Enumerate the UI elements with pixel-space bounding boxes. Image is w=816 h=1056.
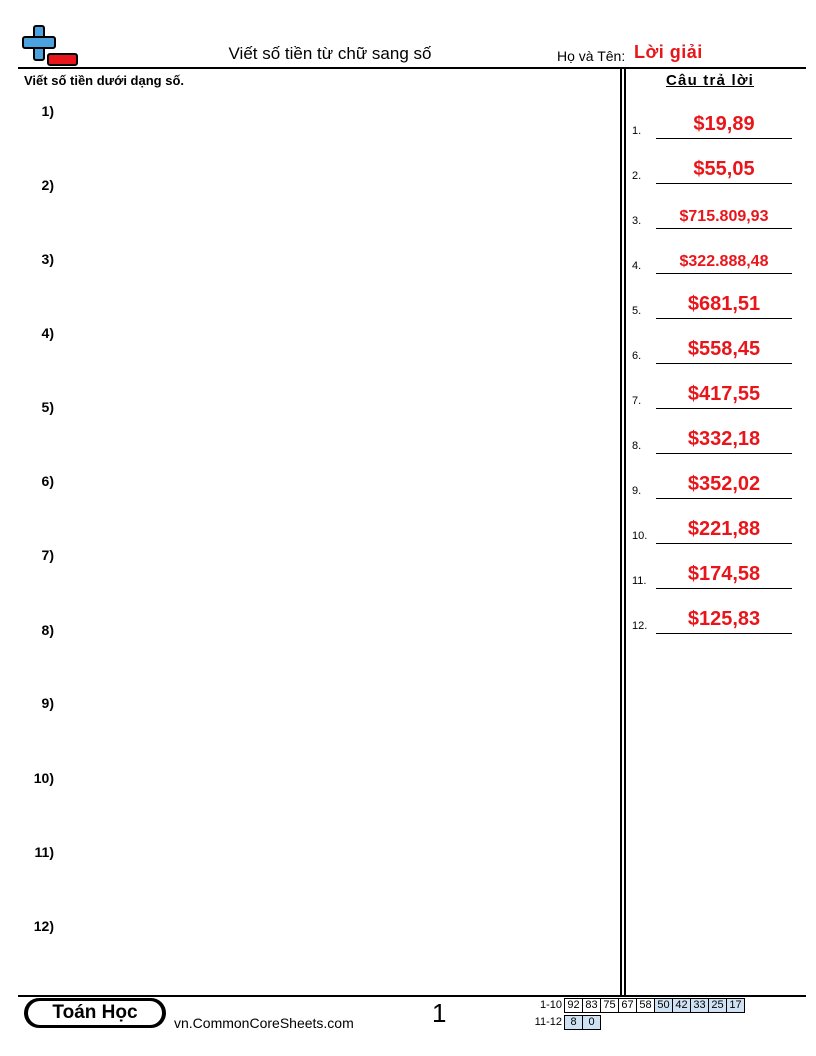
score-cell: 58 (637, 999, 655, 1013)
answer-value: $125,83 (687, 608, 761, 630)
answer-value: $558,45 (687, 338, 761, 360)
answer-line (656, 588, 792, 589)
question-number: 10) (33, 770, 54, 786)
header-divider (18, 67, 806, 69)
answer-value: $174,58 (687, 563, 761, 585)
question-number: 11) (34, 844, 54, 860)
answer-number: 10. (632, 530, 648, 542)
score-cell: 0 (583, 1016, 601, 1030)
answer-row (632, 608, 792, 634)
answer-line (656, 408, 792, 409)
answer-line (656, 363, 792, 364)
footer-divider (18, 995, 806, 997)
score-cell: 83 (583, 999, 601, 1013)
score-cell: 50 (655, 999, 673, 1013)
score-range-label: 11-12 (534, 1016, 562, 1028)
answer-number: 8. (632, 440, 642, 452)
answer-value: $352,02 (687, 473, 761, 495)
answer-row (632, 473, 792, 499)
answer-value: $19,89 (693, 113, 755, 135)
answer-number: 4. (632, 260, 642, 272)
score-range-label: 1-10 (539, 999, 562, 1011)
answer-number: 1. (632, 125, 642, 137)
instruction-text: Viết số tiền dưới dạng số. (24, 73, 184, 88)
answer-line (656, 543, 792, 544)
answer-value: $221,88 (687, 518, 761, 540)
answer-number: 3. (632, 215, 642, 227)
score-table-row-2 (530, 1015, 601, 1030)
question-number: 1) (41, 103, 54, 119)
answer-number: 12. (632, 620, 648, 632)
answer-number: 5. (632, 305, 642, 317)
answer-line (656, 273, 792, 274)
plus-minus-logo-icon (22, 24, 80, 68)
answer-line (656, 318, 792, 319)
brand-badge (24, 998, 166, 1028)
brand-label: Toán Học (28, 1001, 162, 1025)
score-cell: 75 (601, 999, 619, 1013)
question-number: 5) (41, 399, 54, 415)
question-number: 12) (33, 918, 54, 934)
question-number: 7) (41, 547, 54, 563)
name-label: Họ và Tên: (557, 48, 626, 64)
answer-row (632, 428, 792, 454)
question-number: 3) (41, 251, 54, 267)
worksheet-title: Viết số tiền từ chữ sang số (228, 44, 432, 63)
answer-line (656, 498, 792, 499)
site-url: vn.CommonCoreSheets.com (174, 1015, 354, 1031)
answer-line (656, 183, 792, 184)
answer-number: 11. (632, 575, 647, 587)
question-number: 2) (41, 177, 54, 193)
score-table-row-1 (530, 998, 745, 1013)
answer-line (656, 138, 792, 139)
score-cell: 17 (727, 999, 745, 1013)
answer-row (632, 113, 792, 139)
name-value: Lời giải (634, 42, 703, 62)
answer-value: $715.809,93 (679, 208, 769, 225)
answer-number: 6. (632, 350, 642, 362)
answer-row (632, 518, 792, 544)
answer-row (632, 383, 792, 409)
answer-value: $322.888,48 (679, 253, 769, 270)
answer-number: 9. (632, 485, 642, 497)
answer-row (632, 158, 792, 184)
answer-row (632, 203, 792, 229)
answer-number: 2. (632, 170, 642, 182)
answer-value: $417,55 (687, 383, 761, 405)
answers-title: Câu trả lời (666, 72, 755, 89)
page-number: 1 (432, 998, 447, 1028)
score-cell: 25 (709, 999, 727, 1013)
answer-line (656, 228, 792, 229)
answer-line (656, 453, 792, 454)
score-cell: 92 (565, 999, 583, 1013)
answer-row (632, 563, 792, 589)
answer-column-divider (620, 67, 626, 995)
score-cell: 67 (619, 999, 637, 1013)
question-number: 4) (41, 325, 54, 341)
answer-value: $332,18 (687, 428, 761, 450)
answer-number: 7. (632, 395, 642, 407)
question-number: 6) (41, 473, 54, 489)
question-number: 9) (41, 695, 54, 711)
answer-value: $55,05 (693, 158, 755, 180)
score-cell: 8 (565, 1016, 583, 1030)
answer-value: $681,51 (687, 293, 761, 315)
answer-line (656, 633, 792, 634)
answer-row (632, 293, 792, 319)
answer-row (632, 338, 792, 364)
score-cell: 42 (673, 999, 691, 1013)
answer-row (632, 248, 792, 274)
score-cell: 33 (691, 999, 709, 1013)
question-number: 8) (41, 622, 54, 638)
